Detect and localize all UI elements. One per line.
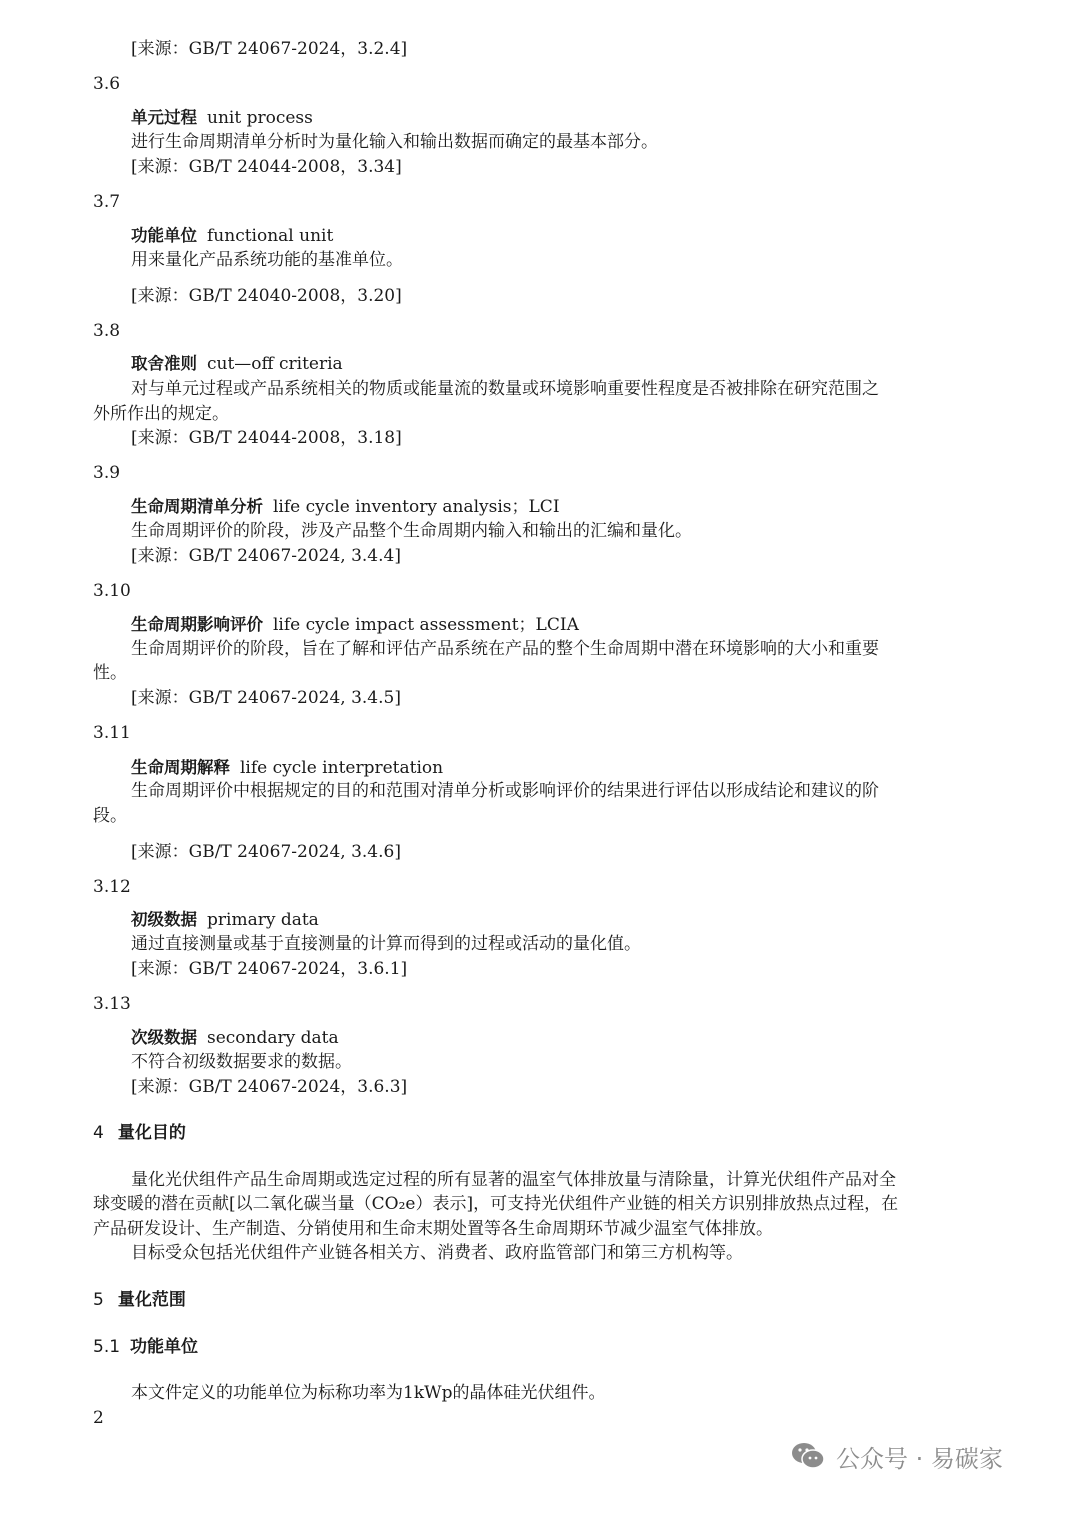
term-number: 3.10 bbox=[93, 581, 131, 601]
subsection-title: 功能单位 bbox=[130, 1337, 199, 1357]
source-citation: [来源：GB/T 24067-2024，3.6.3] bbox=[131, 1077, 408, 1097]
term-en: primary data bbox=[207, 910, 319, 930]
term-zh: 单元过程 bbox=[131, 108, 197, 127]
term-definition: 对与单元过程或产品系统相关的物质或能量流的数量或环境影响重要性程度是否被排除在研究范围之 bbox=[131, 379, 879, 399]
section-title: 量化目的 bbox=[117, 1123, 186, 1143]
source-citation: [来源：GB/T 24044-2008，3.18] bbox=[131, 428, 402, 448]
source-citation: [来源：GB/T 24040-2008，3.20] bbox=[131, 286, 402, 306]
term-zh: 生命周期影响评价 bbox=[131, 615, 263, 634]
section-heading bbox=[93, 1122, 186, 1144]
term-en: cut—off criteria bbox=[207, 354, 343, 374]
term-number: 3.7 bbox=[93, 192, 121, 212]
paragraph-line: 球变暖的潜在贡献[以二氧化碳当量（CO₂e）表示]，可支持光伏组件产业链的相关方识别排放热点过程，在 bbox=[93, 1194, 899, 1214]
page-number: 2 bbox=[93, 1408, 104, 1428]
term-heading bbox=[131, 225, 333, 247]
paragraph-line: 量化光伏组件产品生命周期或选定过程的所有显著的温室气体排放量与清除量，计算光伏组件产品对全 bbox=[131, 1170, 896, 1190]
section-number: 4 bbox=[93, 1123, 104, 1143]
term-number: 3.9 bbox=[93, 463, 121, 483]
wechat-logo-icon bbox=[790, 1440, 826, 1472]
term-number: 3.12 bbox=[93, 877, 131, 897]
term-en: life cycle interpretation bbox=[240, 758, 444, 778]
term-en: life cycle inventory analysis；LCI bbox=[273, 497, 560, 517]
term-definition: 段。 bbox=[93, 806, 127, 826]
term-zh: 取舍准则 bbox=[131, 354, 197, 373]
term-heading bbox=[131, 496, 560, 518]
section-heading bbox=[93, 1289, 186, 1311]
term-definition: 外所作出的规定。 bbox=[93, 404, 229, 424]
term-definition: 进行生命周期清单分析时为量化输入和输出数据而确定的最基本部分。 bbox=[131, 132, 658, 152]
term-definition: 生命周期评价的阶段，旨在了解和评估产品系统在产品的整个生命周期中潜在环境影响的大小和重要 bbox=[131, 639, 879, 659]
term-number: 3.6 bbox=[93, 74, 121, 94]
subsection-number: 5.1 bbox=[93, 1337, 121, 1357]
section-title: 量化范围 bbox=[117, 1290, 186, 1310]
term-definition: 生命周期评价的阶段，涉及产品整个生命周期内输入和输出的汇编和量化。 bbox=[131, 521, 692, 541]
term-definition: 性。 bbox=[93, 663, 127, 683]
subsection-heading bbox=[93, 1336, 198, 1358]
term-heading bbox=[131, 353, 343, 375]
term-zh: 功能单位 bbox=[131, 226, 197, 245]
term-number: 3.13 bbox=[93, 994, 131, 1014]
watermark bbox=[790, 1436, 1003, 1476]
term-number: 3.11 bbox=[93, 723, 131, 743]
term-en: secondary data bbox=[207, 1028, 339, 1048]
term-zh: 初级数据 bbox=[131, 910, 197, 929]
term-heading bbox=[131, 1027, 339, 1049]
source-citation: [来源：GB/T 24044-2008，3.34] bbox=[131, 157, 402, 177]
term-en: life cycle impact assessment；LCIA bbox=[273, 615, 579, 635]
term-definition: 不符合初级数据要求的数据。 bbox=[131, 1052, 352, 1072]
term-zh: 次级数据 bbox=[131, 1028, 197, 1047]
source-citation: [来源：GB/T 24067-2024, 3.4.5] bbox=[131, 688, 401, 708]
term-heading bbox=[131, 107, 313, 129]
paragraph-line: 本文件定义的功能单位为标称功率为1kWp的晶体硅光伏组件。 bbox=[131, 1383, 606, 1403]
section-number: 5 bbox=[93, 1290, 104, 1310]
term-number: 3.8 bbox=[93, 321, 121, 341]
term-zh: 生命周期解释 bbox=[131, 758, 230, 777]
term-en: functional unit bbox=[207, 226, 334, 246]
term-definition: 生命周期评价中根据规定的目的和范围对清单分析或影响评价的结果进行评估以形成结论和建议的阶 bbox=[131, 781, 879, 801]
paragraph-line: 目标受众包括光伏组件产业链各相关方、消费者、政府监管部门和第三方机构等。 bbox=[131, 1243, 743, 1263]
term-zh: 生命周期清单分析 bbox=[131, 497, 263, 516]
source-citation: [来源：GB/T 24067-2024, 3.4.6] bbox=[131, 842, 401, 862]
paragraph-line: 产品研发设计、生产制造、分销使用和生命末期处置等各生命周期环节减少温室气体排放。 bbox=[93, 1219, 773, 1239]
source-citation: [来源：GB/T 24067-2024，3.2.4] bbox=[131, 39, 408, 59]
term-en: unit process bbox=[207, 108, 313, 128]
term-heading bbox=[131, 614, 579, 636]
term-heading bbox=[131, 909, 319, 931]
term-definition: 通过直接测量或基于直接测量的计算而得到的过程或活动的量化值。 bbox=[131, 934, 641, 954]
term-heading bbox=[131, 757, 443, 779]
source-citation: [来源：GB/T 24067-2024, 3.4.4] bbox=[131, 546, 401, 566]
term-definition: 用来量化产品系统功能的基准单位。 bbox=[131, 250, 403, 270]
source-citation: [来源：GB/T 24067-2024，3.6.1] bbox=[131, 959, 408, 979]
watermark-text: 公众号 · 易碳家 bbox=[836, 1444, 1003, 1473]
